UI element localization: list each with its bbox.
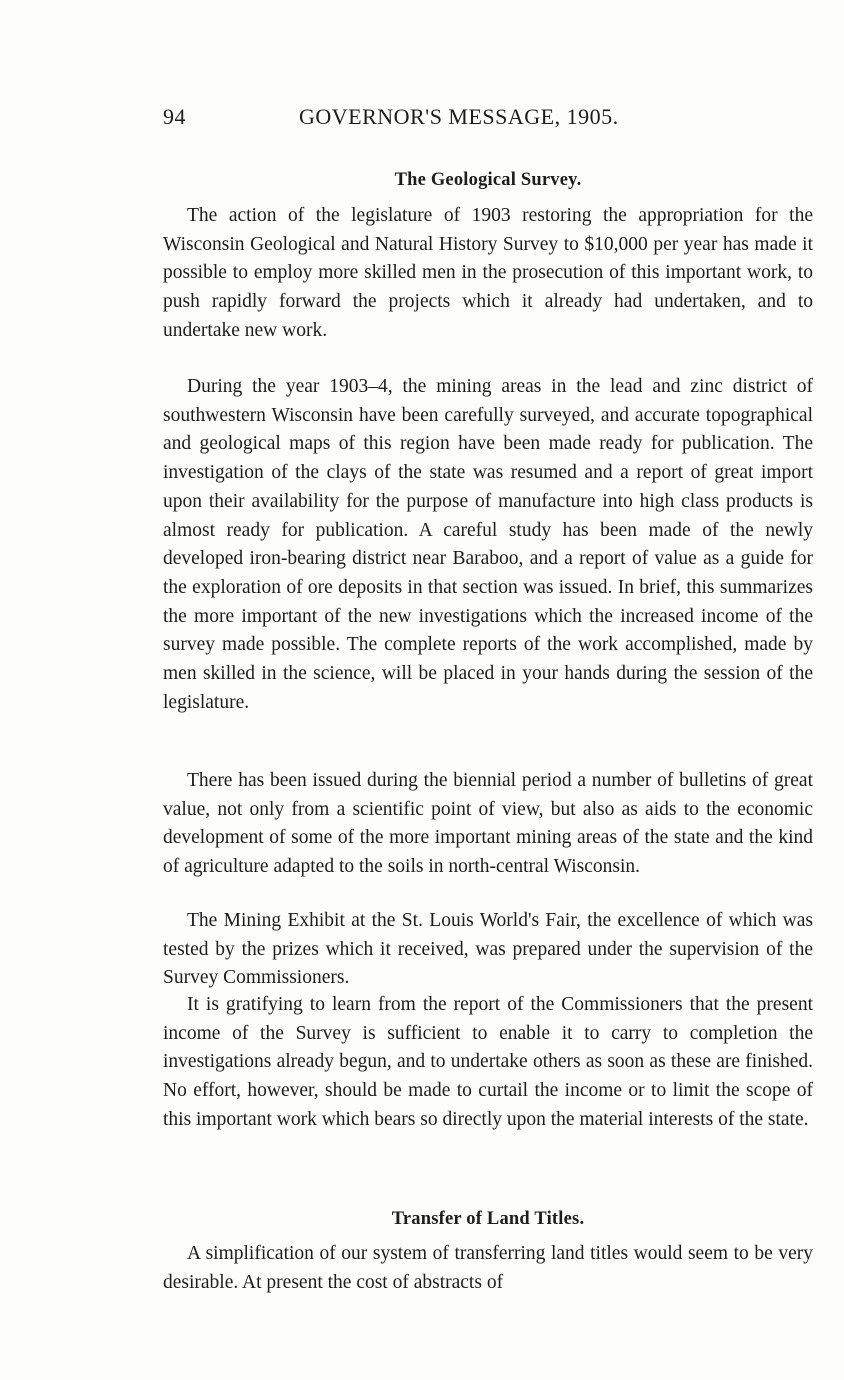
paragraph: It is gratifying to learn from the report of the Commissioners that the present income of the Survey is sufficient to enable it to carry to completion the investigations already begun, and to undertake others as soon as these are finished. No effort, however, should be made to curtail the income or to limit the scope of this important work which bears so directly upon the material interests of the state.	[163, 994, 813, 1130]
section-heading-land-titles: Transfer of Land Titles.	[391, 1209, 585, 1229]
paragraph: The action of the legislature of 1903 restoring the appropriation for the Wisconsin Geological and Natural History Survey to $10,000 per year has made it possible to employ more skilled men in the prosecution of this important work, to push rapidly forward the projects which it already had undertaken, and to undertake new work.	[163, 205, 813, 341]
paragraph: During the year 1903–4, the mining areas in the lead and zinc district of southwestern Wisconsin have been carefully surveyed, and accurate topographical and geological maps of this region have been made ready for publication. The investigation of the clays of the state was resumed and a report of great import upon their availability for the purpose of manufacture into high class products is almost ready for publication. A careful study has been made of the newly developed iron-bearing district near Baraboo, and a report of value as a guide for the exploration of ore deposits in that section was issued. In brief, this summarizes the more important of the new investigations which the increased income of the survey made possible. The complete reports of the work accomplished, made by men skilled in the science, will be placed in your hands during the session of the legislature.	[163, 376, 813, 713]
section-heading-geological-survey: The Geological Survey.	[394, 170, 582, 190]
running-header	[163, 104, 813, 134]
paragraph: There has been issued during the biennial period a number of bulletins of great value, not only from a scientific point of view, but also as aids to the economic development of some of the more important mining areas of the state and the kind of agriculture adapted to the soils in north-central Wisconsin.	[163, 770, 813, 878]
paragraph: A simplification of our system of transferring land titles would seem to be very desirable. At present the cost of abstracts of	[163, 1243, 813, 1293]
paragraph: The Mining Exhibit at the St. Louis World's Fair, the excellence of which was tested by the prizes which it received, was prepared under the supervision of the Survey Commissioners.	[163, 910, 813, 989]
header-title: GOVERNOR'S MESSAGE, 1905.	[299, 104, 619, 129]
page-number: 94	[163, 104, 186, 129]
